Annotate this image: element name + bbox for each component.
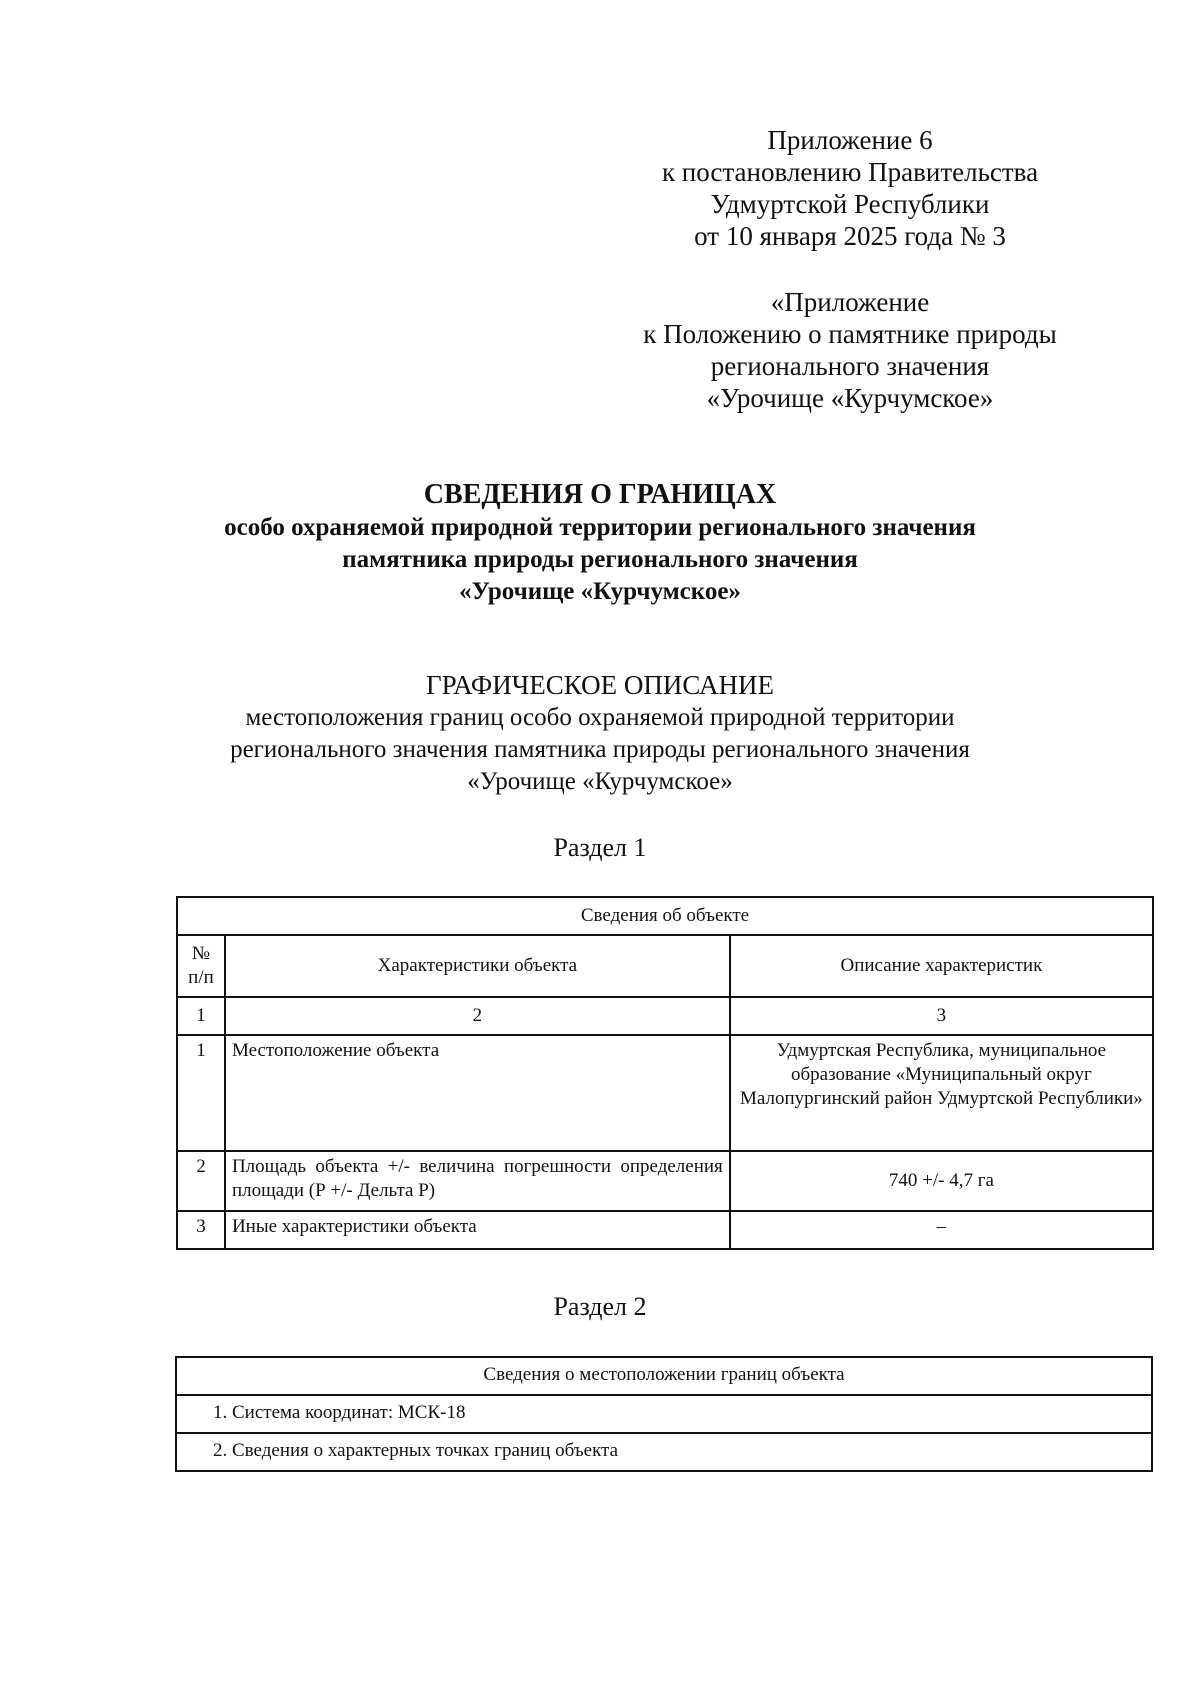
object-info-table <box>176 896 1154 1250</box>
row-characteristic: Площадь объекта +/- величина погрешности определения площади (Р +/- Дельта Р) <box>225 1151 730 1211</box>
graphic-description-line: местоположения границ особо охраняемой природной территории <box>245 704 955 731</box>
sub-appendix-line: регионального значения <box>710 351 990 381</box>
sub-appendix-line: «Приложение <box>770 287 930 317</box>
sub-appendix-line: к Положению о памятнике природы <box>643 319 1057 349</box>
column-number: 1 <box>177 997 225 1035</box>
row-characteristic: Иные характеристики объекта <box>225 1211 730 1249</box>
section-2-heading: Раздел 2 <box>553 1292 647 1321</box>
list-item <box>176 1395 1152 1433</box>
row-characteristic: Местоположение объекта <box>225 1035 730 1151</box>
graphic-description-main: ГРАФИЧЕСКОЕ ОПИСАНИЕ <box>425 670 775 700</box>
appendix-line: к постановлению Правительства <box>661 157 1039 187</box>
graphic-description-line: «Урочище «Курчумское» <box>467 768 733 795</box>
table-caption: Сведения об объекте <box>177 897 1153 935</box>
boundaries-title-main: СВЕДЕНИЯ О ГРАНИЦАХ <box>423 479 777 510</box>
sub-appendix-header <box>600 286 1100 414</box>
row-number: 1 <box>177 1035 225 1151</box>
table-row <box>177 1211 1153 1249</box>
column-number: 3 <box>730 997 1153 1035</box>
column-number: 2 <box>225 997 730 1035</box>
table-row <box>177 1035 1153 1151</box>
table-row <box>177 1151 1153 1211</box>
appendix-line: Приложение 6 <box>767 125 933 155</box>
header-number: № п/п <box>177 935 225 997</box>
row-description: Удмуртская Республика, муниципальное образование «Муниципальный округ Малопургинский район Удмуртской Республики» <box>730 1035 1153 1151</box>
table-caption-row <box>177 897 1153 935</box>
sub-appendix-line: «Урочище «Курчумское» <box>706 383 994 413</box>
header-characteristic: Характеристики объекта <box>225 935 730 997</box>
row-description: 740 +/- 4,7 га <box>730 1151 1153 1211</box>
table-column-numbers-row <box>177 997 1153 1035</box>
graphic-description-title <box>150 668 1050 798</box>
boundary-points-item: 2. Сведения о характерных точках границ объекта <box>176 1433 1152 1471</box>
coordinate-system-item: 1. Система координат: МСК-18 <box>176 1395 1152 1433</box>
row-number: 2 <box>177 1151 225 1211</box>
row-description: – <box>730 1211 1153 1249</box>
table-header-row <box>177 935 1153 997</box>
table-caption-row <box>176 1357 1152 1395</box>
boundaries-title-line: «Урочище «Курчумское» <box>459 578 741 605</box>
appendix-header <box>600 124 1100 252</box>
header-description: Описание характеристик <box>730 935 1153 997</box>
appendix-line: Удмуртской Республики <box>710 189 990 219</box>
graphic-description-line: регионального значения памятника природы регионального значения <box>230 736 970 763</box>
boundaries-title <box>150 478 1050 608</box>
boundaries-title-line: памятника природы регионального значения <box>342 546 858 573</box>
boundaries-title-line: особо охраняемой природной территории регионального значения <box>224 514 976 541</box>
table-caption: Сведения о местоположении границ объекта <box>176 1357 1152 1395</box>
row-number: 3 <box>177 1211 225 1249</box>
appendix-line: от 10 января 2025 года № 3 <box>694 221 1006 251</box>
section-1-heading: Раздел 1 <box>553 833 647 862</box>
location-info-table <box>175 1356 1153 1472</box>
list-item <box>176 1433 1152 1471</box>
